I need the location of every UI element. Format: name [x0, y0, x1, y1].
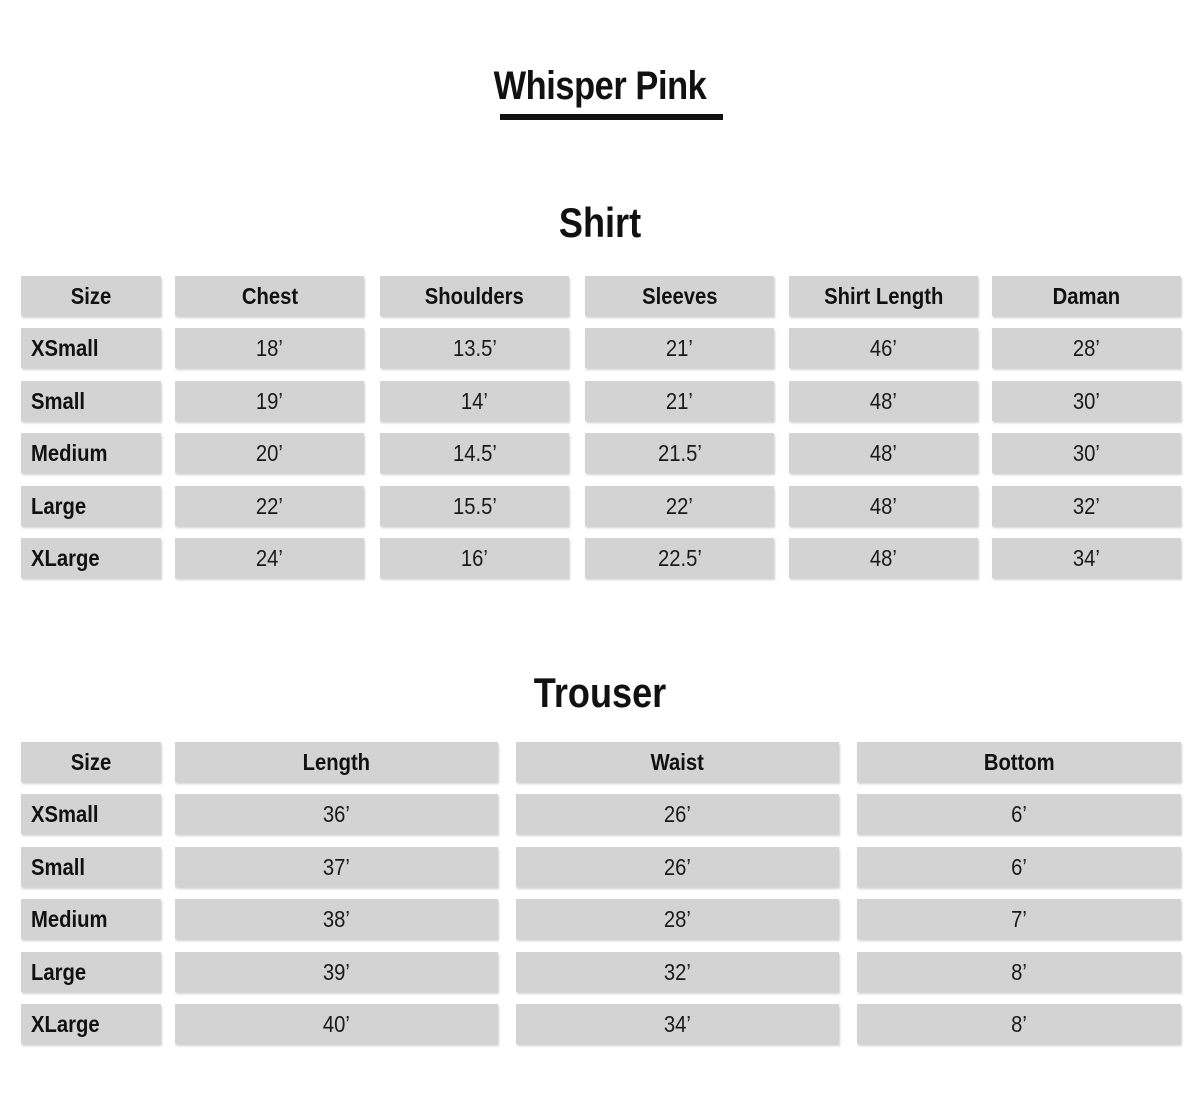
measurement-value: 28’	[663, 905, 692, 932]
measurement-value: 7’	[1011, 905, 1027, 932]
measurement-value: 18’	[255, 334, 284, 361]
trouser-table-cell	[516, 847, 839, 887]
shirt-row-size-label	[21, 381, 161, 421]
column-header-label: Size	[70, 282, 112, 309]
shirt-table-cell	[585, 486, 774, 526]
measurement-value: 26’	[663, 853, 692, 880]
measurement-value: 48’	[869, 387, 898, 414]
trouser-table-cell	[175, 794, 498, 834]
measurement-value: 39’	[322, 958, 351, 985]
measurement-value: 20’	[255, 439, 284, 466]
measurement-value: 30’	[1072, 387, 1101, 414]
trouser-table-cell	[857, 847, 1181, 887]
shirt-column-header	[789, 276, 978, 316]
shirt-row-size-label	[21, 328, 161, 368]
title-underline	[500, 114, 723, 120]
size-label: Large	[31, 958, 87, 985]
trouser-row-size-label	[21, 899, 161, 939]
measurement-value: 22.5’	[657, 544, 702, 571]
column-header-label: Sleeves	[641, 282, 718, 309]
size-label: XLarge	[31, 1010, 100, 1037]
trouser-row-size-label	[21, 847, 161, 887]
measurement-value: 40’	[322, 1010, 351, 1037]
shirt-table-cell	[789, 538, 978, 578]
trouser-heading: Trouser	[533, 669, 667, 716]
measurement-value: 28’	[1072, 334, 1101, 361]
trouser-table-cell	[516, 1004, 839, 1044]
measurement-value: 22’	[255, 492, 284, 519]
shirt-row-size-label	[21, 486, 161, 526]
shirt-column-header	[585, 276, 774, 316]
trouser-column-header	[857, 742, 1181, 782]
trouser-table-cell	[857, 952, 1181, 992]
shirt-table-cell	[585, 433, 774, 473]
trouser-table-cell	[175, 847, 498, 887]
measurement-value: 32’	[1072, 492, 1101, 519]
measurement-value: 48’	[869, 492, 898, 519]
size-label: Large	[31, 492, 87, 519]
trouser-column-header	[21, 742, 161, 782]
trouser-table-cell	[175, 1004, 498, 1044]
shirt-column-header	[380, 276, 569, 316]
size-label: XLarge	[31, 544, 100, 571]
shirt-table-cell	[380, 381, 569, 421]
trouser-column-header	[516, 742, 839, 782]
column-header-label: Bottom	[983, 748, 1055, 775]
column-header-label: Waist	[650, 748, 705, 775]
trouser-table-cell	[516, 952, 839, 992]
shirt-column-header	[175, 276, 364, 316]
measurement-value: 48’	[869, 544, 898, 571]
size-label: Medium	[31, 905, 108, 932]
measurement-value: 19’	[255, 387, 284, 414]
size-label: Small	[31, 853, 86, 880]
column-header-label: Length	[302, 748, 371, 775]
measurement-value: 14’	[460, 387, 489, 414]
page-title: Whisper Pink	[493, 64, 707, 108]
column-header-label: Daman	[1052, 282, 1121, 309]
trouser-table-cell	[857, 794, 1181, 834]
shirt-table-cell	[789, 486, 978, 526]
measurement-value: 6’	[1011, 800, 1027, 827]
shirt-table-cell	[789, 328, 978, 368]
shirt-column-header	[992, 276, 1181, 316]
measurement-value: 21’	[665, 387, 694, 414]
shirt-table-cell	[380, 328, 569, 368]
shirt-table-cell	[789, 381, 978, 421]
trouser-table-cell	[516, 794, 839, 834]
column-header-label: Shoulders	[425, 282, 524, 309]
trouser-column-header	[175, 742, 498, 782]
measurement-value: 34’	[1072, 544, 1101, 571]
shirt-table-cell	[175, 486, 364, 526]
shirt-row-size-label	[21, 433, 161, 473]
shirt-table-cell	[992, 486, 1181, 526]
trouser-row-size-label	[21, 952, 161, 992]
column-header-label: Chest	[241, 282, 298, 309]
shirt-table-cell	[380, 433, 569, 473]
trouser-table-cell	[857, 899, 1181, 939]
trouser-row-size-label	[21, 1004, 161, 1044]
size-label: XSmall	[31, 334, 99, 361]
measurement-value: 16’	[460, 544, 489, 571]
shirt-row-size-label	[21, 538, 161, 578]
measurement-value: 13.5’	[452, 334, 497, 361]
shirt-table-cell	[789, 433, 978, 473]
shirt-table-cell	[380, 486, 569, 526]
measurement-value: 48’	[869, 439, 898, 466]
measurement-value: 8’	[1011, 958, 1027, 985]
size-label: XSmall	[31, 800, 99, 827]
shirt-table-cell	[175, 433, 364, 473]
trouser-table-cell	[175, 952, 498, 992]
shirt-table-cell	[992, 328, 1181, 368]
size-label: Small	[31, 387, 86, 414]
shirt-table-cell	[585, 381, 774, 421]
measurement-value: 34’	[663, 1010, 692, 1037]
measurement-value: 8’	[1011, 1010, 1027, 1037]
measurement-value: 14.5’	[452, 439, 497, 466]
shirt-table-cell	[175, 538, 364, 578]
measurement-value: 36’	[322, 800, 351, 827]
shirt-table-cell	[175, 328, 364, 368]
shirt-heading: Shirt	[558, 199, 642, 246]
measurement-value: 24’	[255, 544, 284, 571]
measurement-value: 38’	[322, 905, 351, 932]
shirt-table-cell	[992, 381, 1181, 421]
measurement-value: 21.5’	[657, 439, 702, 466]
shirt-column-header	[21, 276, 161, 316]
shirt-table-cell	[175, 381, 364, 421]
measurement-value: 46’	[869, 334, 898, 361]
shirt-table-cell	[585, 328, 774, 368]
measurement-value: 32’	[663, 958, 692, 985]
size-label: Medium	[31, 439, 108, 466]
shirt-table-cell	[992, 433, 1181, 473]
measurement-value: 37’	[322, 853, 351, 880]
trouser-table-cell	[857, 1004, 1181, 1044]
trouser-table-cell	[175, 899, 498, 939]
measurement-value: 15.5’	[452, 492, 497, 519]
measurement-value: 6’	[1011, 853, 1027, 880]
trouser-row-size-label	[21, 794, 161, 834]
trouser-table-cell	[516, 899, 839, 939]
shirt-table-cell	[380, 538, 569, 578]
shirt-table-cell	[585, 538, 774, 578]
measurement-value: 26’	[663, 800, 692, 827]
measurement-value: 21’	[665, 334, 694, 361]
measurement-value: 30’	[1072, 439, 1101, 466]
shirt-table-cell	[992, 538, 1181, 578]
column-header-label: Size	[70, 748, 112, 775]
measurement-value: 22’	[665, 492, 694, 519]
column-header-label: Shirt Length	[823, 282, 944, 309]
